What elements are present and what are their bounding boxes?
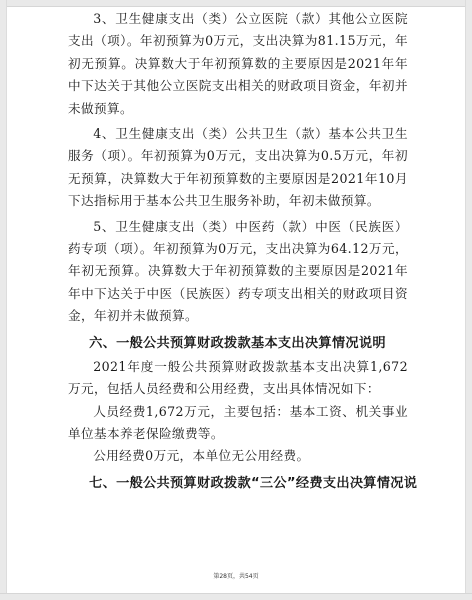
viewer-bottom-border — [0, 593, 472, 600]
paragraph-item-3: 3、卫生健康支出（类）公立医院（款）其他公立医院支出（项）。年初预算为0万元，支出决算为81.15万元，年初无预算。决算数大于年初预算数的主要原因是2021年年中下达关于其他公立医院支出相关的财政项目资金，年初并未做预算。 — [68, 11, 408, 116]
section-6-heading: 六、一般公共预算财政拨款基本支出决算情况说明 — [89, 335, 386, 351]
viewer-right-border — [465, 0, 472, 600]
paragraph-item-4: 4、卫生健康支出（类）公共卫生（款）基本公共卫生服务（项）。年初预算为0万元，支出决算为0.5万元，年初无预算，决算数大于年初预算数的主要原因是2021年10月下达指标用于基本公共卫生服务补助，年初未做预算。 — [68, 126, 408, 209]
page-number-footer: 第28页，共54页 — [213, 573, 259, 580]
section-6-paragraph-summary: 2021年度一般公共预算财政拨款基本支出决算1,672万元，包括人员经费和公用经费，支出具体情况如下： — [68, 358, 408, 397]
viewer-top-border — [0, 0, 472, 7]
section-7-heading: 七、一般公共预算财政拨款“三公”经费支出决算情况说 — [89, 475, 418, 491]
paragraph-item-5: 5、卫生健康支出（类）中医药（款）中医（民族医）药专项（项）。年初预算为0万元，支出决算为64.12万元，年初无预算。决算数大于年初预算数的主要原因是2021年年中下达关于中医（民族医）药专项支出相关的财政项目资金，年初并未做预算。 — [68, 218, 408, 324]
section-6-paragraph-public: 公用经费0万元，本单位无公用经费。 — [93, 448, 310, 464]
section-6-paragraph-personnel: 人员经费1,672万元，主要包括：基本工资、机关事业单位基本养老保险缴费等。 — [68, 403, 408, 441]
viewer-left-border — [0, 0, 7, 600]
document-page — [68, 8, 418, 496]
